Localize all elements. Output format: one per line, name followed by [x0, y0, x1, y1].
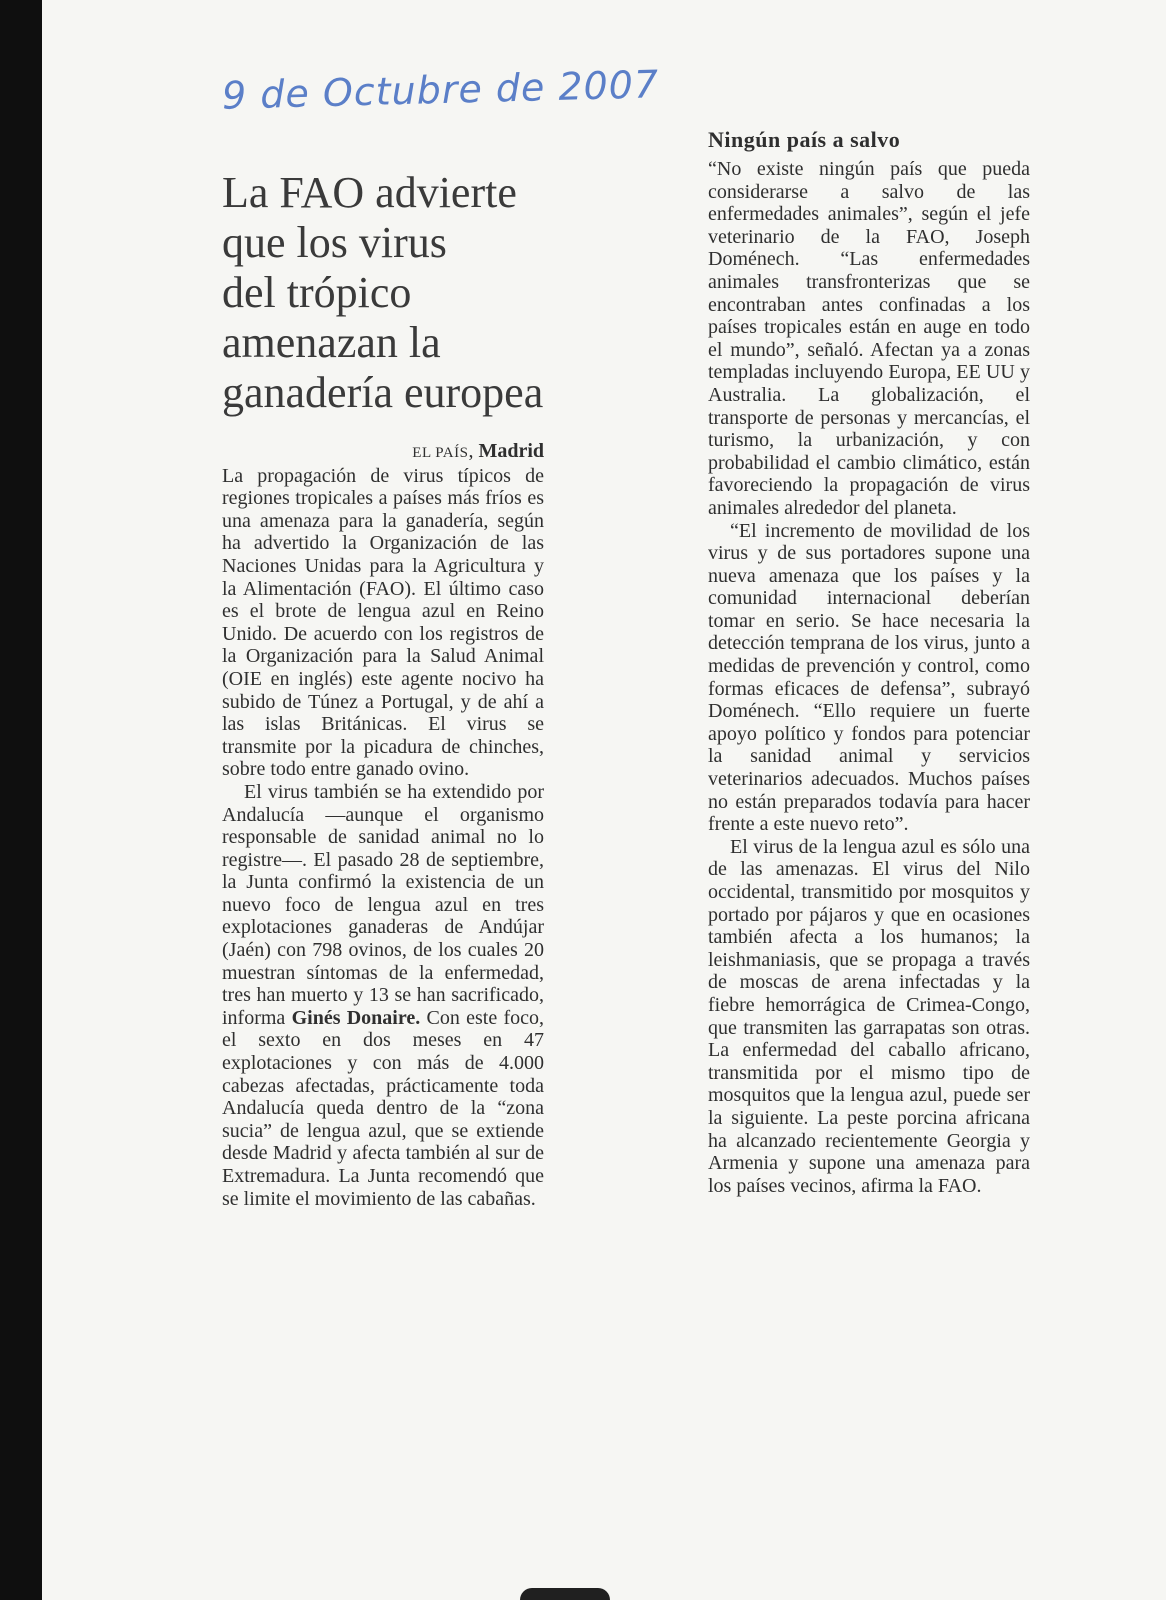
handwritten-date: 9 de Octubre de 2007: [221, 62, 660, 118]
byline-agency: EL PAÍS: [412, 445, 469, 461]
right-column: [708, 126, 1030, 1197]
left-paragraph-2-continuation: Con este foco, el sexto en dos meses en 47 explotaciones y con más de 4.000 cabezas afectadas, prácticamente toda Andalucía queda dentro de la “zona sucia” de lengua azul, que se extiende desde Madrid y afecta también al sur de Extremadura. La Junta recomendó que se limite el movimiento de las cabañas.: [222, 1006, 544, 1210]
right-paragraph-3: El virus de la lengua azul es sólo una de las amenazas. El virus del Nilo occidental, transmitido por mosquitos y portado por pájaros y que en ocasiones también afecta a los humanos; la leishmaniasis, que se propaga a través de moscas de arena infectadas y la fiebre hemorrágica de Crimea-Congo, que transmiten las garrapatas son otras. La enfermedad del caballo africano, transmitida por el mismo tipo de mosquitos que la lengua azul, puede ser la siguiente. La peste porcina africana ha alcanzado recientemente Georgia y Armenia y supone una amenaza para los países vecinos, afirma la FAO.: [708, 835, 1030, 1197]
headline-line: que los virus: [222, 218, 447, 267]
left-column: [222, 440, 544, 1210]
headline-line: amenazan la: [222, 318, 441, 367]
byline-separator: ,: [468, 440, 479, 462]
headline-line: La FAO advierte: [222, 168, 517, 217]
headline-line: del trópico: [222, 268, 412, 317]
author-credit: Ginés Donaire.: [291, 1006, 421, 1029]
left-paragraph-1: La propagación de virus típicos de regiones tropicales a países más fríos es una amenaza para la ganadería, según ha advertido la Organización de las Naciones Unidas para la Agricultura y la Alimentación (FAO). El último caso es el brote de lengua azul en Reino Unido. De acuerdo con los registros de la Organización para la Salud Animal (OIE en inglés) este agente nocivo ha subido de Túnez a Portugal, y de ahí a las islas Británicas. El virus se transmite por la picadura de chinches, sobre todo entre ganado ovino.: [222, 464, 544, 781]
section-subhead: Ningún país a salvo: [708, 127, 901, 152]
byline-city: Madrid: [478, 440, 544, 462]
byline: [222, 440, 544, 465]
scan-left-edge: [0, 0, 42, 1600]
headline-line: ganadería europea: [222, 368, 544, 417]
article-headline: [222, 168, 542, 418]
right-paragraph-1: “No existe ningún país que pueda considerarse a salvo de las enfermedades animales”, según el jefe veterinario de la FAO, Joseph Doménech. “Las enfermedades animales transfronterizas que se encontraban antes confinadas a los países tropicales están en auge en todo el mundo”, señaló. Afectan ya a zonas templadas incluyendo Europa, EE UU y Australia. La globalización, el transporte de personas y mercancías, el turismo, la urbanización, y con probabilidad el cambio climático, están favoreciendo la propagación de virus animales alrededor del planeta.: [708, 158, 1030, 519]
scan-binder-mark: [520, 1588, 610, 1600]
left-paragraph-2: [222, 781, 544, 1210]
left-paragraph-2-text: El virus también se ha extendido por Andalucía —aunque el organismo responsable de sanidad animal no lo registre—. El pasado 28 de septiembre, la Junta confirmó la existencia de un nuevo foco de lengua azul en tres explotaciones ganaderas de Andújar (Jaén) con 798 ovinos, de los cuales 20 muestran síntomas de la enfermedad, tres han muerto y 13 se han sacrificado, informa: [222, 780, 544, 1029]
right-paragraph-2: “El incremento de movilidad de los virus y de sus portadores supone una nueva amenaza que los países y la comunidad internacional deberían tomar en serio. Se hace necesaria la detección temprana de los virus, junto a medidas de prevención y control, como formas eficaces de defensa”, subrayó Doménech. “Ello requiere un fuerte apoyo político y fondos para potenciar la sanidad animal y servicios veterinarios adecuados. Muchos países no están preparados todavía para hacer frente a este nuevo reto”.: [708, 519, 1030, 836]
